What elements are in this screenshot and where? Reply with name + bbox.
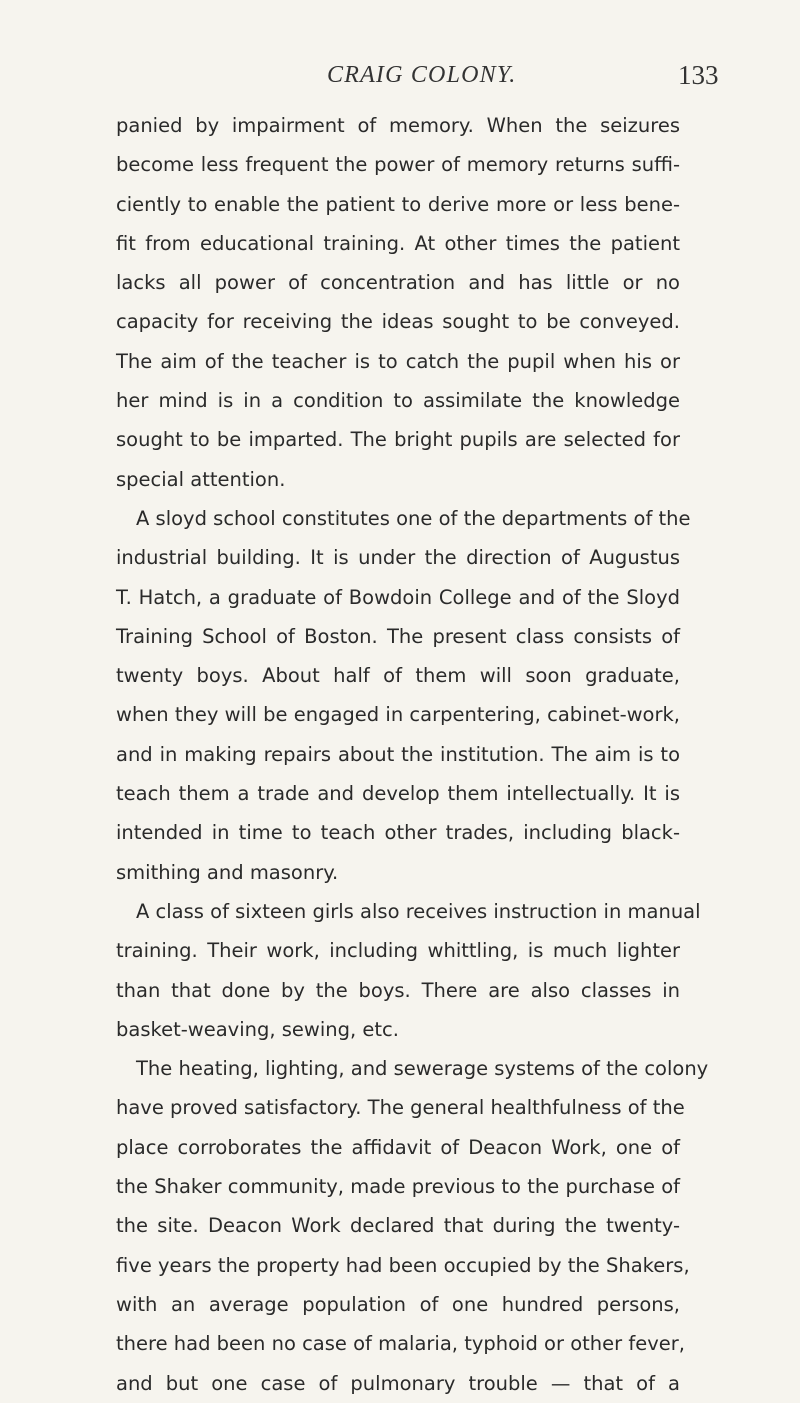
body-text <box>116 106 709 1403</box>
text-line: her mind is in a condition to assimilate the knowledge <box>116 389 680 413</box>
text-line: than that done by the boys. There are also classes in <box>116 978 680 1002</box>
text-line: Training School of Boston. The present class consists of <box>116 624 680 648</box>
text-line: panied by impairment of memory. When the seizures <box>116 114 680 137</box>
text-line: training. Their work, including whittling, is much lighter <box>116 939 680 963</box>
text-line: become less frequent the power of memory returns suffi- <box>116 153 680 177</box>
text-line: A sloyd school constitutes one of the departments of the <box>136 506 691 530</box>
text-line: intended in time to teach other trades, including black- <box>116 821 680 845</box>
text-line: A class of sixteen girls also receives instruction in manual <box>136 899 701 923</box>
text-line: industrial building. It is under the direction of Augustus <box>116 546 680 570</box>
text-line: ciently to enable the patient to derive more or less bene- <box>116 192 680 216</box>
text-line: have proved satisfactory. The general healthfulness of the <box>116 1096 685 1120</box>
text-line: The heating, lighting, and sewerage systems of the colony <box>136 1057 709 1081</box>
text-line: and but one case of pulmonary trouble — that of a <box>116 1371 680 1395</box>
text-line: lacks all power of concentration and has little or no <box>116 271 680 295</box>
text-line: capacity for receiving the ideas sought to be conveyed. <box>116 310 680 334</box>
text-line: twenty boys. About half of them will soon graduate, <box>116 664 680 688</box>
text-line: fit from educational training. At other times the patient <box>116 231 680 255</box>
running-head <box>0 60 800 100</box>
text-line: and in making repairs about the institution. The aim is to <box>116 742 680 766</box>
text-line: place corroborates the affidavit of Deacon Work, one of <box>116 1135 680 1159</box>
text-line: basket-weaving, sewing, etc. <box>116 1017 399 1041</box>
running-title: CRAIG COLONY. <box>327 62 517 88</box>
text-line: T. Hatch, a graduate of Bowdoin College and of the Sloyd <box>116 585 680 609</box>
text-line: the Shaker community, made previous to the purchase of <box>116 1175 680 1199</box>
page-number: 133 <box>678 60 719 90</box>
text-line: teach them a trade and develop them intellectually. It is <box>116 782 680 806</box>
text-line: sought to be imparted. The bright pupils are selected for <box>116 428 680 452</box>
text-line: the site. Deacon Work declared that during the twenty- <box>116 1214 680 1238</box>
text-line: when they will be engaged in carpentering, cabinet-work, <box>116 703 680 727</box>
text-line: special attention. <box>116 467 286 491</box>
text-line: with an average population of one hundred persons, <box>116 1292 680 1316</box>
text-line: five years the property had been occupied by the Shakers, <box>116 1253 690 1277</box>
text-line: smithing and masonry. <box>116 860 339 884</box>
text-line: there had been no case of malaria, typhoid or other fever, <box>116 1332 685 1356</box>
text-line: The aim of the teacher is to catch the pupil when his or <box>116 349 680 373</box>
